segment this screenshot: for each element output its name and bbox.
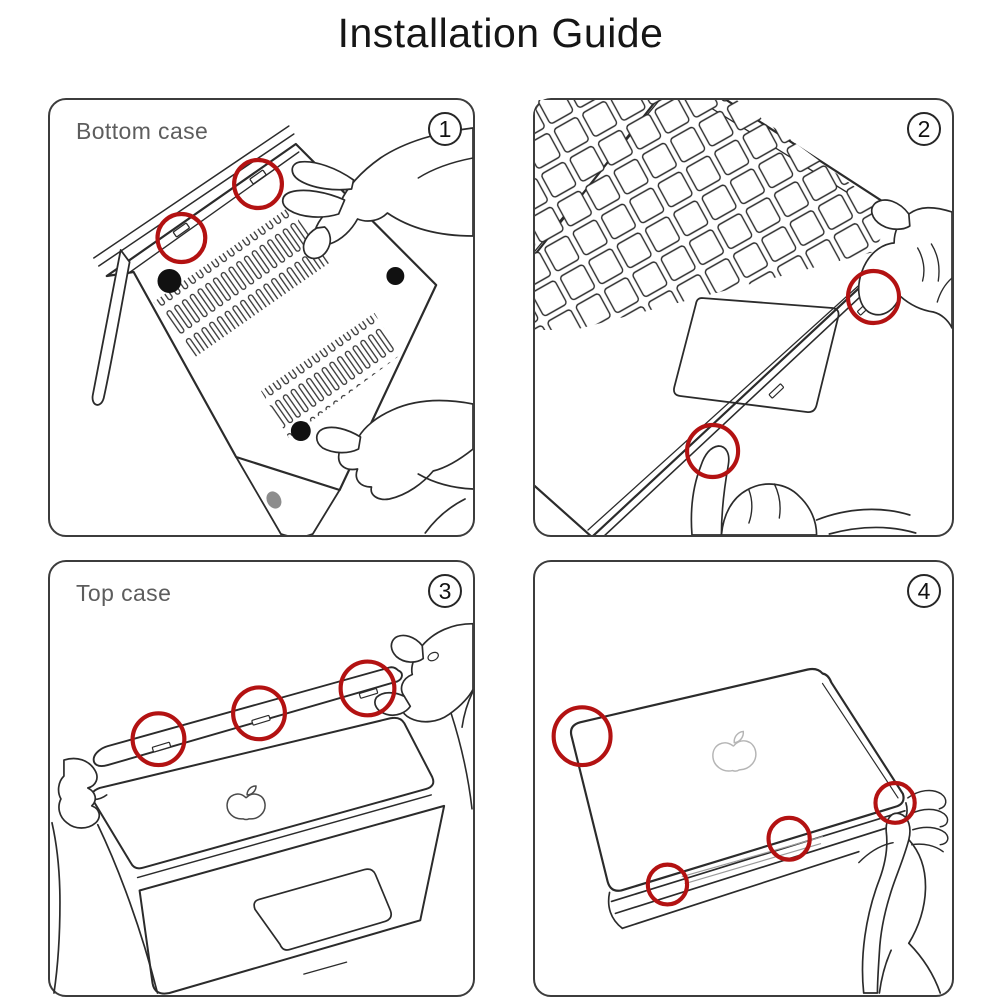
rubber-foot (386, 267, 404, 285)
keyboard-deck-drawing (535, 100, 952, 535)
step-number: 4 (917, 577, 931, 604)
laptop-lid (571, 669, 904, 891)
step-number-badge (907, 574, 941, 608)
case-clip (769, 384, 784, 399)
step-panel-2 (533, 98, 954, 537)
panel-label: Bottom case (76, 118, 209, 144)
closed-laptop-drawing (554, 669, 948, 993)
step-number-badge (907, 112, 941, 146)
panel-label: Top case (76, 580, 172, 606)
step-panel-3 (48, 560, 475, 997)
step-number: 2 (917, 115, 931, 142)
page-title: Installation Guide (337, 10, 664, 56)
rubber-foot (291, 421, 311, 441)
step-number-badge (428, 574, 462, 608)
illustration-top-case (50, 562, 473, 995)
step-number: 1 (438, 115, 452, 142)
hand-illustration (691, 446, 915, 535)
step-number: 3 (438, 577, 452, 604)
rubber-foot (157, 269, 181, 293)
illustration-closed-laptop (535, 562, 952, 995)
step-number-badge (428, 112, 462, 146)
illustration-keyboard-edge (535, 100, 952, 535)
step-panel-4 (533, 560, 954, 997)
illustration-bottom-case (50, 100, 473, 535)
top-case-drawing (52, 624, 473, 994)
laptop-tent-drawing (93, 126, 473, 535)
step-panel-1 (48, 98, 475, 537)
